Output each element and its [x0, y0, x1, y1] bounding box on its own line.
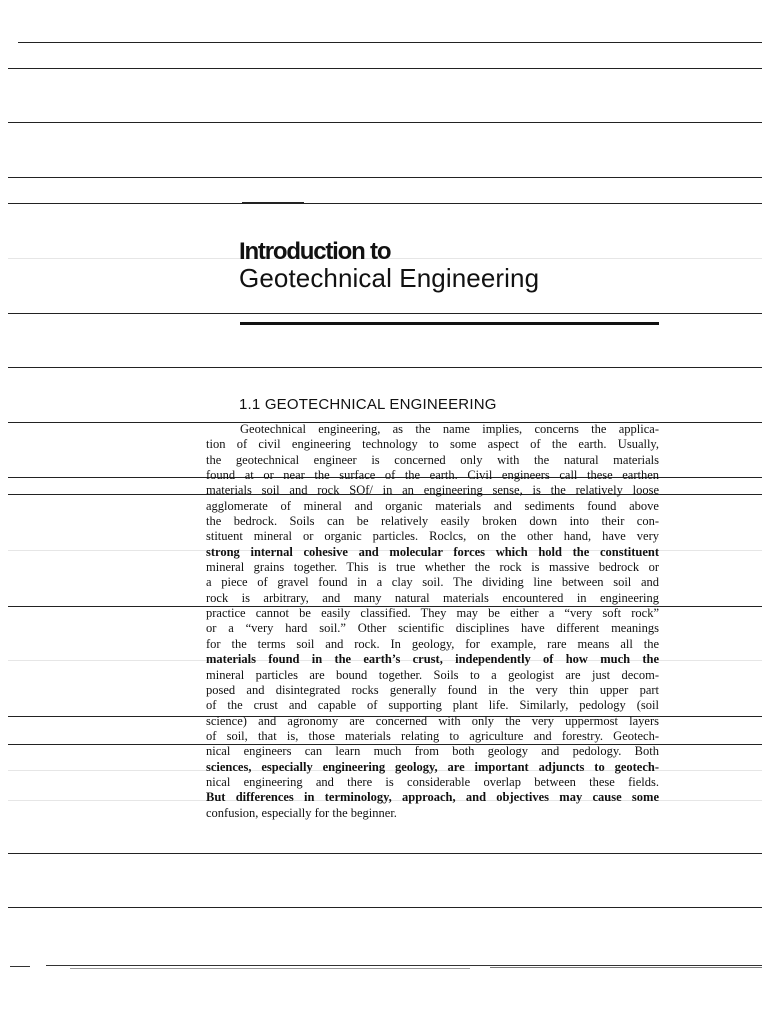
- page-rule: [8, 203, 762, 204]
- page-rule: [8, 853, 762, 854]
- paragraph-line: rock is arbitrary, and many natural materials encountered in engineering: [206, 590, 659, 605]
- paragraph-line: a piece of gravel found in a clay soil. The dividing line between soil and: [206, 575, 659, 590]
- paragraph-line: of soil, that is, those materials relating to agriculture and forestry. Geotech-: [206, 728, 659, 743]
- paragraph-line: found at or near the surface of the earth. Civil engineers call these earthen: [206, 468, 659, 483]
- paragraph-line: materials soil and rock SOf/ in an engineering sense, is the relatively loose: [206, 483, 659, 498]
- paragraph-line: practice cannot be easily classified. They may be either a “very soft rock”: [206, 606, 659, 621]
- paragraph-line: agglomerate of mineral and organic materials and sediments found above: [206, 498, 659, 513]
- paragraph-line: nical engineers can learn much from both geology and pedology. Both: [206, 744, 659, 759]
- paragraph-line: sciences, especially engineering geology, are important adjuncts to geotech-: [206, 759, 659, 774]
- paragraph-line: mineral particles are bound together. Soils to a geologist are just decom-: [206, 667, 659, 682]
- paragraph-line: materials found in the earth’s crust, independently of how much the: [206, 652, 659, 667]
- paragraph-line: But differences in terminology, approach, and objectives may cause some: [206, 790, 659, 805]
- paragraph-line: strong internal cohesive and molecular forces which hold the constituent: [206, 544, 659, 559]
- paragraph-line: the geotechnical engineer is concerned only with the natural materials: [206, 452, 659, 467]
- paragraph-line: mineral grains together. This is true whether the rock is massive bedrock or: [206, 560, 659, 575]
- title-underline: [240, 322, 659, 325]
- paragraph-line: nical engineering and there is considerable overlap between these fields.: [206, 774, 659, 789]
- page-rule: [8, 68, 762, 69]
- page-rule: [8, 177, 762, 178]
- page-rule: [8, 367, 762, 368]
- page-rule: [8, 313, 762, 314]
- chapter-title: [239, 240, 539, 292]
- paragraph-line: or a “very hard soil.” Other scientific disciplines have different meanings: [206, 621, 659, 636]
- paragraph-line: Geotechnical engineering, as the name implies, concerns the applica-: [240, 422, 659, 436]
- page-rule: [18, 42, 762, 43]
- chapter-mark-rule: [242, 202, 304, 203]
- body-paragraph: [206, 422, 659, 821]
- page-rule: [8, 122, 762, 123]
- paragraph-line: posed and disintegrated rocks generally found in the very thin upper part: [206, 682, 659, 697]
- paragraph-line: stituent mineral or organic particles. Roclcs, on the other hand, have very: [206, 529, 659, 544]
- paragraph-line: science) and agronomy are concerned with only the very uppermost layers: [206, 713, 659, 728]
- paragraph-line: tion of civil engineering technology to some aspect of the earth. Usually,: [206, 437, 659, 452]
- chapter-title-line2: Geotechnical Engineering: [239, 263, 540, 293]
- chapter-title-line1: Introduction to: [239, 238, 391, 265]
- scan-edge-artifact: [10, 964, 762, 970]
- paragraph-line: for the terms soil and rock. In geology, for example, rare means all the: [206, 636, 659, 651]
- section-heading: 1.1 GEOTECHNICAL ENGINEERING: [239, 396, 497, 413]
- paragraph-line: of the crust and capable of supporting plant life. Similarly, pedology (soil: [206, 698, 659, 713]
- paragraph-line: confusion, especially for the beginner.: [206, 805, 397, 820]
- paragraph-line: the bedrock. Soils can be relatively easily broken down into their con-: [206, 514, 659, 529]
- page-rule: [8, 907, 762, 908]
